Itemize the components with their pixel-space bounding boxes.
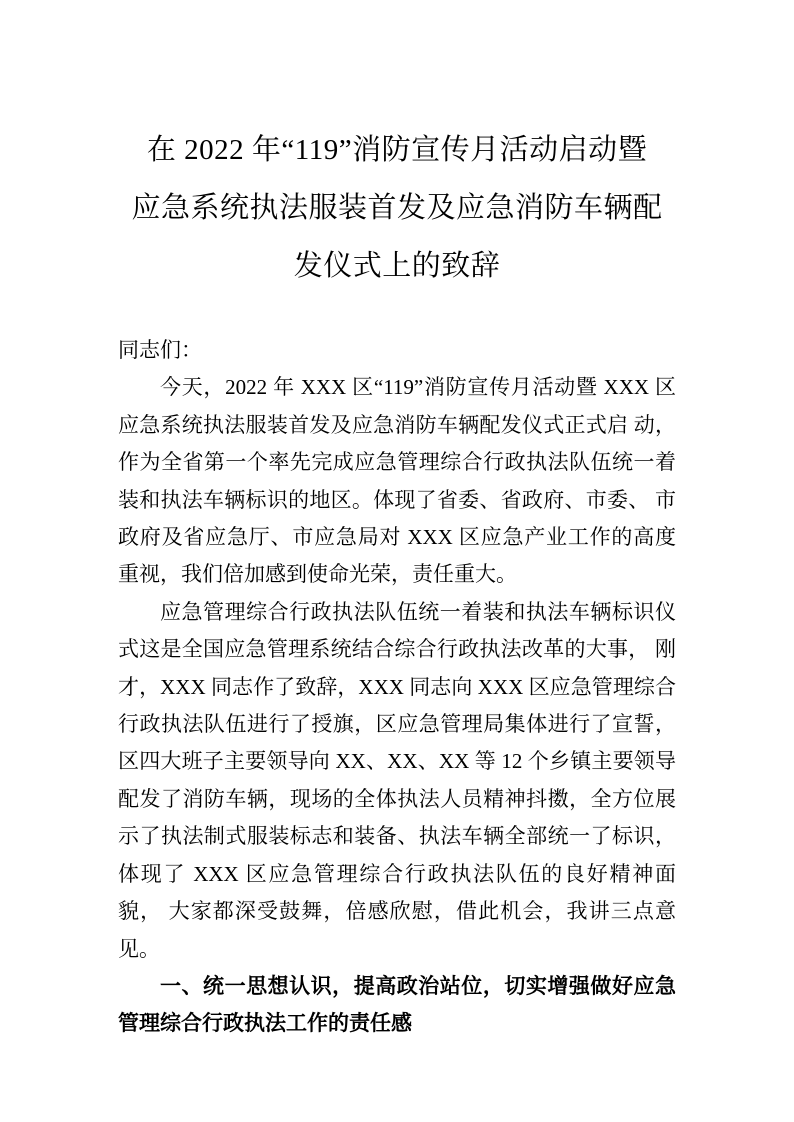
title-line-3: 发仪式上的致辞 — [293, 250, 501, 282]
salutation: 同志们： — [118, 338, 202, 362]
title-line-1: 在 2022 年“119”消防宣传月活动启动暨 — [146, 134, 648, 166]
title-line-2: 应急系统执法服装首发及应急消防车辆配 — [131, 192, 663, 224]
document-body — [118, 332, 676, 1043]
paragraph-1: 今天，2022 年 XXX 区“119”消防宣传月活动暨 XXX 区应急系统执法服装首发及应急消防车辆配发仪式正式启 动，作为全省第一个率先完成应急管理综合行政执法队伍统一着装和执法车辆标识的地区。体现了省委、省政府、市委、 市政府及省应急厅、市应急局对 XXX 区应急产业工作的高度重视，我们倍加感到使命光荣，责任重大。 — [118, 375, 676, 587]
section-heading-1: 一、统一思想认识，提高政治站位，切实增强做好应急管理综合行政执法工作的责任感 — [118, 974, 676, 1036]
document-title — [118, 121, 676, 295]
paragraph-2: 应急管理综合行政执法队伍统一着装和执法车辆标识仪式这是全国应急管理系统结合综合行政执法改革的大事， 刚才，XXX 同志作了致辞，XXX 同志向 XXX 区应急管理综合行政执法队伍进行了授旗，区应急管理局集体进行了宣誓，区四大班子主要领导向 XX、XX、XX 等 12 个乡镇主要领导配发了消防车辆，现场的全体执法人员精神抖擞，全方位展示了执法制式服装标志和装备、执法车辆全部统一了标识， 体现了 XXX 区应急管理综合行政执法队伍的良好精神面貌， 大家都深受鼓舞，倍感欣慰，借此机会，我讲三点意见。 — [118, 599, 676, 961]
